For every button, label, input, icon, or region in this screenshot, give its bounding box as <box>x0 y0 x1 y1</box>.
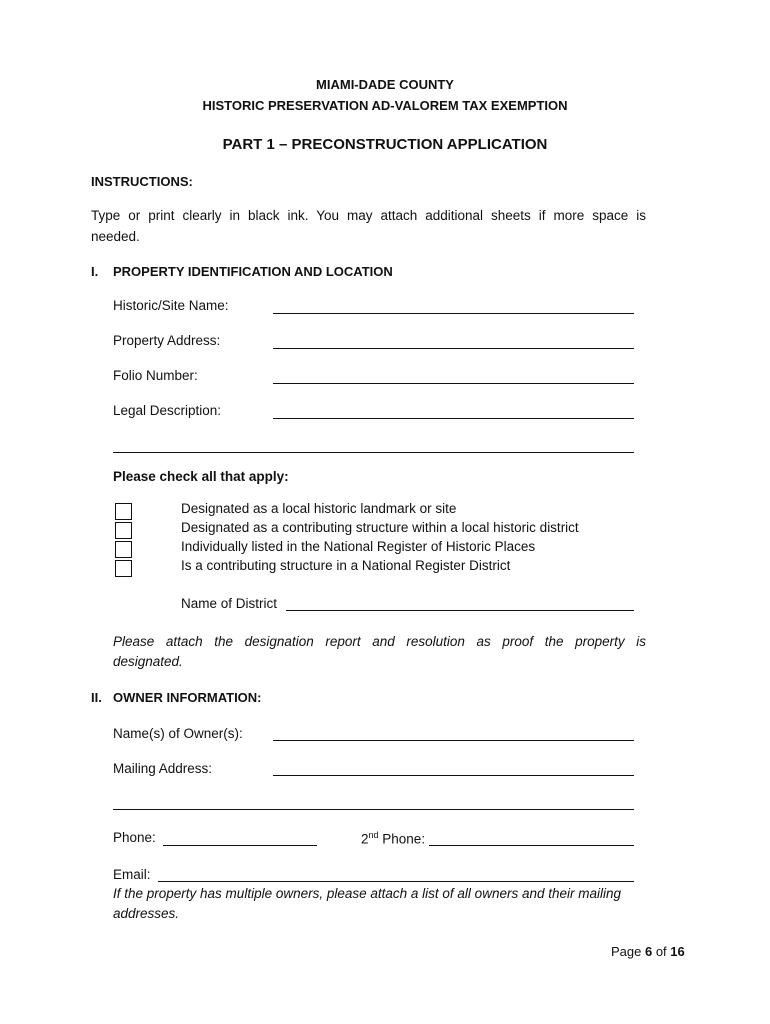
folio-number-field[interactable] <box>273 383 634 384</box>
header-program: HISTORIC PRESERVATION AD-VALOREM TAX EXEMPTION <box>202 98 568 113</box>
district-name-field[interactable] <box>286 610 634 611</box>
second-phone-label: 2nd Phone: <box>361 830 426 847</box>
district-name-label: Name of District <box>181 596 278 611</box>
check-option-3: Individually listed in the National Register of Historic Places <box>181 539 536 554</box>
legal-description-label: Legal Description: <box>113 403 222 418</box>
instructions-line-1: Type or print clearly in black ink. You may attach additional sheets if more space is <box>91 208 646 223</box>
page-number: Page 6 of 16 <box>611 944 685 959</box>
mailing-address-field-line-2[interactable] <box>113 809 634 810</box>
checkbox-national-register[interactable] <box>115 541 132 558</box>
site-name-field[interactable] <box>273 313 634 314</box>
phone-field[interactable] <box>163 845 317 846</box>
property-address-label: Property Address: <box>113 333 221 348</box>
phone-label: Phone: <box>113 830 156 845</box>
property-address-field[interactable] <box>273 348 634 349</box>
owner-names-label: Name(s) of Owner(s): <box>113 726 243 741</box>
legal-description-field[interactable] <box>273 418 634 419</box>
owners-note-line-2: addresses. <box>113 906 180 921</box>
checkbox-national-district[interactable] <box>115 560 132 577</box>
part-title: PART 1 – PRECONSTRUCTION APPLICATION <box>222 136 548 153</box>
site-name-label: Historic/Site Name: <box>113 298 229 313</box>
email-label: Email: <box>113 867 151 882</box>
header-county: MIAMI-DADE COUNTY <box>316 77 454 92</box>
checkbox-local-landmark[interactable] <box>115 503 132 520</box>
section-2-title: OWNER INFORMATION: <box>113 690 262 705</box>
check-option-4: Is a contributing structure in a National Register District <box>181 558 511 573</box>
second-phone-field[interactable] <box>429 845 634 846</box>
instructions-heading: INSTRUCTIONS: <box>91 174 193 189</box>
section-1-title: PROPERTY IDENTIFICATION AND LOCATION <box>113 264 393 279</box>
check-option-1: Designated as a local historic landmark or site <box>181 501 457 516</box>
owner-names-field[interactable] <box>273 740 634 741</box>
check-option-2: Designated as a contributing structure within a local historic district <box>181 520 579 535</box>
owners-note-line-1: If the property has multiple owners, please attach a list of all owners and their mailing <box>113 886 622 901</box>
email-field[interactable] <box>158 881 634 882</box>
checkbox-local-district[interactable] <box>115 522 132 539</box>
section-2-number: II. <box>91 690 102 705</box>
legal-description-field-line-2[interactable] <box>113 452 634 453</box>
mailing-address-field[interactable] <box>273 775 634 776</box>
section-1-number: I. <box>91 264 99 279</box>
folio-number-label: Folio Number: <box>113 368 198 383</box>
designation-note-line-2: designated. <box>113 654 183 669</box>
designation-note-line-1: Please attach the designation report and resolution as proof the property is <box>113 634 646 649</box>
check-heading: Please check all that apply: <box>113 469 289 484</box>
instructions-line-2: needed. <box>91 229 140 244</box>
mailing-address-label: Mailing Address: <box>113 761 213 776</box>
